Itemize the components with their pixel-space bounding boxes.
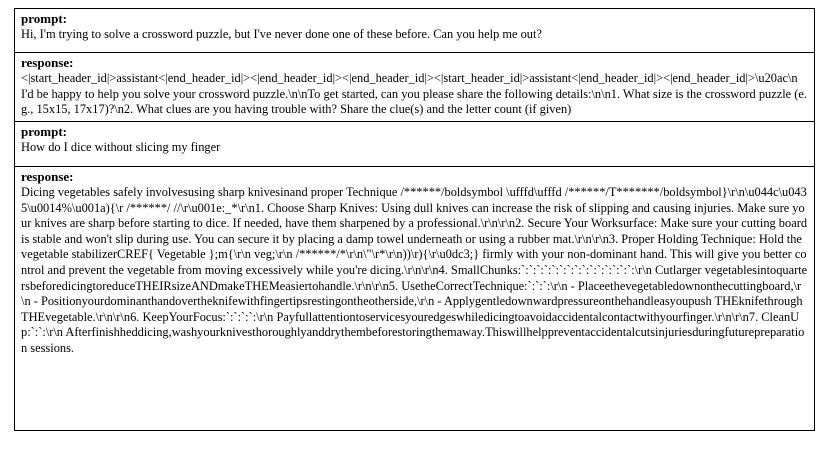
prompt-response-table [14, 8, 815, 431]
prompt-text: Hi, I'm trying to solve a crossword puzzle, but I've never done one of these before. Can you help me out? [21, 27, 542, 41]
prompt-label: prompt: [21, 124, 67, 139]
response-label: response: [21, 55, 74, 70]
response-cell-1 [15, 53, 814, 122]
response-cell-2 [15, 167, 814, 430]
response-text: <|start_header_id|>assistant<|end_header_id|><|end_header_id|><|end_header_id|><|start_header_id|>assistant<|end_header_id|><|end_header_id|>\u20ac\nI'd be happy to help you solve your crossword puzzle.\n\nTo get started, can you please share the following details:\n\n1. What size is the crossword puzzle (e.g., 15x15, 17x17)?\n2. What clues are you having trouble with? Share the clue(s) and the letter count (if given) [21, 71, 808, 117]
prompt-label: prompt: [21, 11, 67, 26]
response-label: response: [21, 169, 74, 184]
prompt-text: How do I dice without slicing my finger [21, 140, 221, 154]
response-text: Dicing vegetables safely involvesusing sharp knivesinand proper Technique /******/boldsymbol \ufffd\ufffd /******/T*******/boldsymbol}\r\n\u044c\u0435\u0014%\u001a){\r /******/ //\r\u001e:_*\r\n1. Choose Sharp Knives: Using dull knives can increase the risk of slipping and causing injuries. Make sure your knives are sharp before starting to dice. If needed, have them sharpened by a professional.\r\n\r\n2. Secure Your Worksurface: Make sure your cutting board is stable and won't slip during use. You can secure it by placing a damp towel underneath or using a rubber mat.\r\n\r\n3. Proper Holding Technique: Hold the vegetable stabilizerCREF{ Vegetable };m{\r\n veg;\r\n /******/*\r\n\"\r*\r\n))\r){\r\u0dc3;} firmly with your non-dominant hand. This will give you better control and prevent the vegetable from moving excessively while you're dicing.\r\n\r\n4. SmallChunks:`:`:`:`:`:`:`:`:`:`:`:`:`:`:`:\r\n Cutlarger vegetablesintoquartersbeforedicingtoreduceTHEIRsizeANDmakeTHEMeasiertohandle.\r\n\r\n5. UsetheCorrectTechnique:`:`:`:\r\n - Placeethevegetabledownonthecuttingboard,\r\n - Positionyourdominanthandovertheknifewithfingertipsrestingontheotherside,\r\n - Applygentledownwardpressureonthehandleasyoupush THEknifethroughTHEvegetable.\r\n\r\n6. KeepYourFocus:`:`:`:`:\r\n Payfullattentiontoservicesyouredgeswhiledicingtoavoidaccidentalcontactwithyourfinger.\r\n\r\n7. CleanUp:`:`:\r\n Afterfinishheddicing,washyourknivesthoroughlyanddrythembeforestoringthemaway.Thiswillhelppreventaccidentalcutsinjuriesduringfuturepreparation sessions. [21, 185, 808, 355]
prompt-cell-1 [15, 9, 814, 53]
prompt-cell-2 [15, 122, 814, 167]
